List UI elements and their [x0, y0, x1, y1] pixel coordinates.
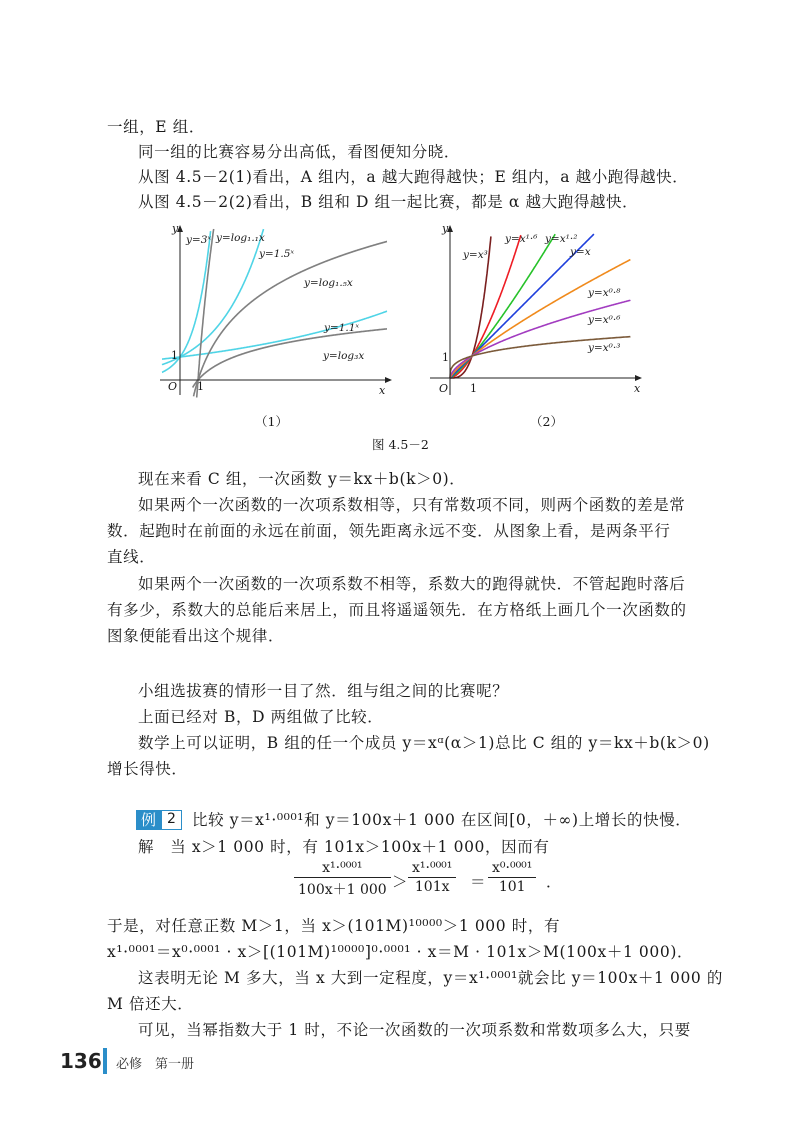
- paragraph-line: 数．起跑时在前面的永远在前面，领先距离永远不变．从图象上看，是两条平行: [107, 522, 671, 540]
- series-label-log15: y=log₁.₅x: [304, 277, 353, 289]
- fraction: [488, 860, 536, 895]
- paragraph-line: 如果两个一次函数的一次项系数不相等，系数大的跑得就快．不管起跑时落后: [138, 575, 686, 593]
- paragraph-line: 数学上可以证明，B 组的任一个成员 y＝xᵅ(α＞1)总比 C 组的 y＝kx＋b(k＞0): [138, 734, 710, 752]
- series-label-x08: y=x⁰·⁸: [588, 287, 621, 299]
- series-label-x: y=x: [570, 246, 591, 258]
- period: ．: [546, 873, 563, 891]
- solution-line: 解 当 x＞1 000 时，有 101x＞100x＋1 000，因而有: [138, 838, 550, 856]
- numerator: x¹·⁰⁰⁰¹: [294, 860, 391, 878]
- example-question: 比较 y＝x¹·⁰⁰⁰¹和 y＝100x＋1 000 在区间[0，＋∞)上增长的快慢．: [192, 811, 692, 829]
- book-title: 必修 第一册: [116, 1057, 195, 1072]
- series-line-15x: [162, 229, 264, 365]
- y-axis-label: y: [442, 222, 449, 235]
- example-badge: [136, 810, 182, 830]
- series-line-3x: [162, 231, 211, 372]
- origin-label: O: [168, 380, 178, 393]
- series-label-log11: y=log₁.₁x: [216, 232, 265, 244]
- origin-label: O: [439, 382, 449, 395]
- paragraph-line: 现在来看 C 组，一次函数 y＝kx＋b(k＞0)．: [138, 470, 466, 488]
- x-tick-label: 1: [470, 382, 477, 395]
- y-axis-label: y: [172, 222, 179, 235]
- numerator: x⁰·⁰⁰⁰¹: [488, 860, 536, 878]
- x-axis-label: x: [379, 384, 386, 397]
- fraction-expression: [294, 860, 563, 906]
- x-axis-label: x: [634, 382, 641, 395]
- y-tick-label: 1: [171, 349, 178, 362]
- solution-line: 这表明无论 M 多大，当 x 大到一定程度，y＝x¹·⁰⁰⁰¹就会比 y＝100x＋1 000 的: [138, 969, 724, 987]
- operator: ＝: [470, 873, 487, 891]
- paragraph-line: 上面已经对 B，D 两组做了比较．: [138, 708, 384, 726]
- page-number: 136: [60, 1049, 102, 1073]
- denominator: 100x＋1 000: [298, 882, 387, 898]
- footer-divider: [103, 1048, 107, 1074]
- series-label-x03: y=x⁰·³: [588, 342, 621, 354]
- solution-line: M 倍还大．: [107, 995, 194, 1013]
- paragraph-line: 如果两个一次函数的一次项系数相等，只有常数项不同，则两个函数的差是常: [138, 496, 686, 514]
- paragraph-line: 小组选拔赛的情形一目了然．组与组之间的比赛呢？: [138, 682, 509, 700]
- series-label-log3: y=log₃x: [323, 350, 365, 362]
- chart-power: [425, 220, 655, 400]
- fraction: [408, 860, 456, 895]
- x-axis-arrow: [385, 377, 392, 383]
- paragraph-line: 图象便能看出这个规律．: [107, 627, 285, 645]
- series-label-15x: y=1.5ˣ: [259, 248, 295, 260]
- paragraph-line: 从图 4.5－2(2)看出，B 组和 D 组一起比赛，都是 α 越大跑得越快．: [138, 193, 639, 211]
- paragraph-line: 有多少，系数大的总能后来居上，而且将遥遥领先．在方格纸上画几个一次函数的: [107, 601, 687, 619]
- denominator: 101: [498, 879, 526, 895]
- solution-line: 可见，当幂指数大于 1 时，不论一次函数的一次项系数和常数项多么大，只要: [138, 1021, 691, 1039]
- paragraph-line: 同一组的比赛容易分出高低，看图便知分晓．: [138, 143, 461, 161]
- subfigure-label-2: （2）: [530, 414, 563, 429]
- x-tick-label: 1: [197, 380, 204, 393]
- chart-exp-log: [150, 220, 400, 400]
- operator: ＞: [392, 873, 409, 891]
- example-number: 2: [161, 810, 182, 830]
- paragraph-line: 增长得快．: [107, 760, 188, 778]
- series-label-x06: y=x⁰·⁶: [588, 314, 621, 326]
- series-label-11x: y=1.1ˣ: [324, 322, 360, 334]
- solution-line: 于是，对任意正数 M＞1，当 x＞(101M)¹⁰⁰⁰⁰＞1 000 时，有: [107, 917, 561, 935]
- subfigure-label-1: （1）: [255, 414, 288, 429]
- paragraph-line: 直线．: [107, 548, 156, 566]
- figure-caption: 图 4.5－2: [372, 437, 429, 452]
- numerator: x¹·⁰⁰⁰¹: [408, 860, 456, 878]
- denominator: 101x: [414, 879, 450, 895]
- y-tick-label: 1: [442, 351, 449, 364]
- series-label-x16: y=x¹·⁶: [505, 233, 538, 245]
- series-label-x12: y=x¹·²: [545, 233, 578, 245]
- series-label-3x: y=3ˣ: [186, 234, 212, 246]
- x-axis-arrow: [635, 375, 642, 381]
- fraction: [294, 860, 391, 899]
- example-label: 例: [136, 810, 161, 830]
- series-label-x3: y=x³: [463, 249, 488, 261]
- paragraph-line: 从图 4.5－2(1)看出，A 组内，a 越大跑得越快；E 组内，a 越小跑得越快．: [138, 168, 689, 186]
- paragraph-line: 一组，E 组．: [107, 118, 205, 136]
- solution-line: x¹·⁰⁰⁰¹＝x⁰·⁰⁰⁰¹ · x＞[(101M)¹⁰⁰⁰⁰]⁰·⁰⁰⁰¹ · x＝M · 101x＞M(100x＋1 000)．: [107, 943, 694, 961]
